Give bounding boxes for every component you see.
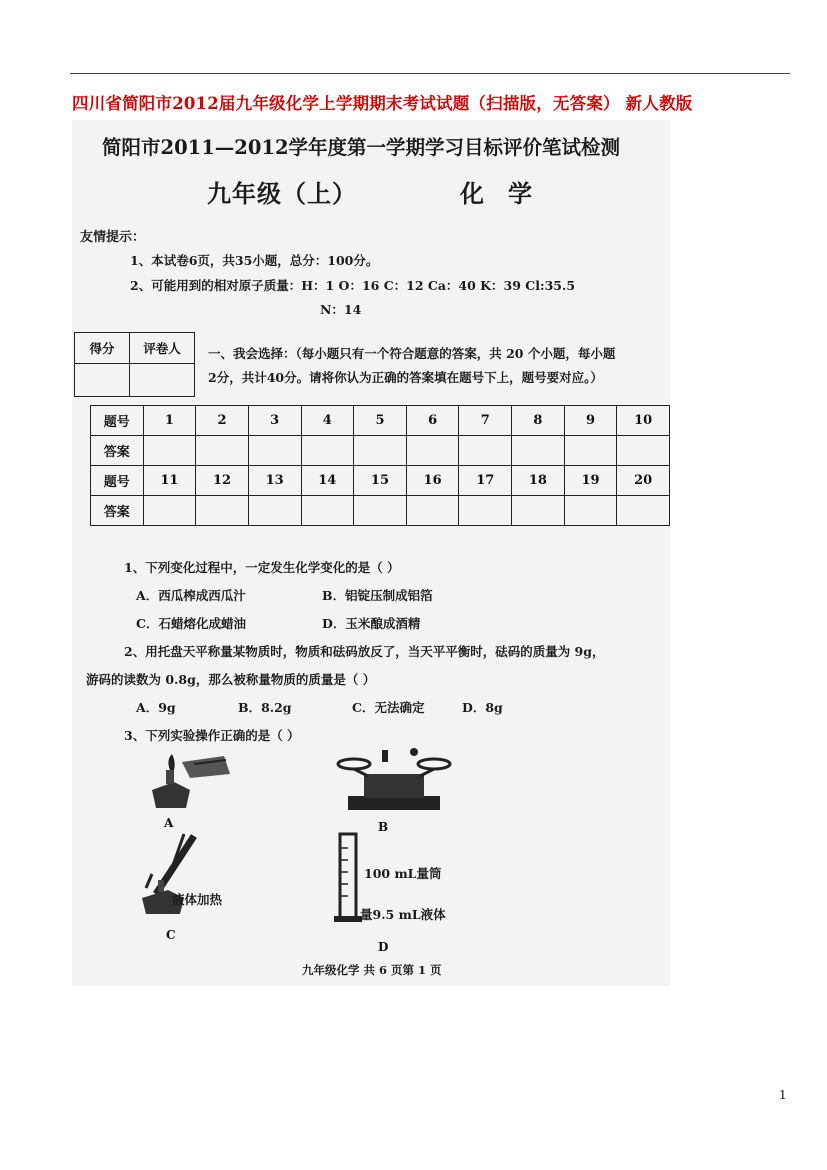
grid-ans-label: 答案: [91, 436, 144, 466]
question-2-option-a: A．9g: [136, 700, 176, 715]
section1-instruction-line1: 一、我会选择：（每小题只有一个符合题意的答案，共 20 个小题，每小题: [208, 346, 616, 361]
answer-cell[interactable]: [564, 436, 617, 466]
grid-number: 13: [248, 466, 301, 496]
question-1-option-a: A．西瓜榨成西瓜汁: [136, 588, 246, 603]
exam-grade: 九年级（上）: [207, 179, 357, 208]
grid-number: 18: [512, 466, 565, 496]
question-2-option-d: D．8g: [462, 700, 503, 715]
grader-cell: [130, 364, 195, 397]
question-1: 1、下列变化过程中，一定发生化学变化的是（ ）: [124, 560, 400, 575]
grid-number: 11: [143, 466, 196, 496]
answer-cell[interactable]: [406, 436, 459, 466]
question-2: 2、用托盘天平称量某物质时，物质和砝码放反了，当天平平衡时，砝码的质量为 9g，: [124, 644, 605, 659]
grid-num-label: 题号: [91, 406, 144, 436]
figure-c-caption: 液体加热: [172, 892, 223, 907]
question-1-option-d: D．玉米酿成酒精: [322, 616, 421, 631]
grid-number: 12: [196, 466, 249, 496]
answer-cell[interactable]: [196, 436, 249, 466]
exam-subject: 化学: [460, 179, 556, 208]
score-label: 得分: [75, 333, 130, 364]
grid-number: 20: [617, 466, 670, 496]
question-1-option-c: C．石蜡熔化成蜡油: [136, 616, 246, 631]
alcohol-lamp-figure-a: [146, 748, 236, 818]
grid-num-label: 题号: [91, 466, 144, 496]
question-3: 3、下列实验操作正确的是（ ）: [124, 728, 300, 743]
exam-title: 简阳市2011—2012学年度第一学期学习目标评价笔试检测: [102, 136, 621, 159]
answer-cell[interactable]: [459, 496, 512, 526]
grid-number: 19: [564, 466, 617, 496]
answer-cell[interactable]: [406, 496, 459, 526]
answer-cell[interactable]: [512, 436, 565, 466]
balance-figure-b: [334, 744, 454, 816]
grader-label: 评卷人: [130, 333, 195, 364]
scan-page-footer: 九年级化学 共 6 页第 1 页: [302, 963, 442, 977]
grid-number: 1: [143, 406, 196, 436]
tips-title: 友情提示：: [80, 230, 146, 245]
grid-answer-row-1: [91, 436, 670, 466]
grid-number: 9: [564, 406, 617, 436]
answer-cell[interactable]: [143, 436, 196, 466]
answer-grid: [90, 405, 670, 526]
question-2-option-b: B．8.2g: [238, 700, 292, 715]
header-rule: [70, 73, 790, 74]
grid-ans-label: 答案: [91, 496, 144, 526]
document-header-title: 四川省简阳市2012届九年级化学上学期期末考试试题（扫描版，无答案） 新人教版: [72, 94, 693, 113]
question-2-continued: 游码的读数为 0.8g，那么被称量物质的质量是（ ）: [86, 672, 376, 687]
grid-number: 17: [459, 466, 512, 496]
scanned-exam-page: [72, 120, 670, 986]
grid-number: 8: [512, 406, 565, 436]
answer-cell[interactable]: [459, 436, 512, 466]
figure-b-label: B: [378, 820, 389, 834]
grid-number: 3: [248, 406, 301, 436]
answer-cell[interactable]: [617, 496, 670, 526]
grid-number: 15: [354, 466, 407, 496]
answer-cell[interactable]: [354, 496, 407, 526]
grid-number: 2: [196, 406, 249, 436]
question-1-option-b: B．铝锭压制成铝箔: [322, 588, 433, 603]
figure-c-label: C: [166, 928, 176, 942]
answer-cell[interactable]: [196, 496, 249, 526]
heating-figure-c: [132, 828, 242, 928]
tip-2: 2、可能用到的相对原子质量：H：1 O：16 C：12 Ca：40 K：39 Cl:35.5: [130, 278, 576, 293]
figure-d-caption-1: 100 mL量筒: [364, 866, 442, 881]
figure-a-label: A: [164, 816, 174, 830]
grid-number: 14: [301, 466, 354, 496]
answer-cell[interactable]: [248, 496, 301, 526]
grid-number: 7: [459, 406, 512, 436]
grid-number: 10: [617, 406, 670, 436]
tip-2-continued: N：14: [320, 302, 362, 317]
figure-d-label: D: [378, 940, 389, 954]
question-2-option-c: C．无法确定: [352, 700, 425, 715]
figure-d-caption-2: 量9.5 mL液体: [360, 907, 446, 922]
answer-cell[interactable]: [564, 496, 617, 526]
grid-number-row-1: [91, 406, 670, 436]
grid-number-row-2: [91, 466, 670, 496]
grid-number: 6: [406, 406, 459, 436]
grid-number: 16: [406, 466, 459, 496]
answer-cell[interactable]: [301, 496, 354, 526]
score-cell: [75, 364, 130, 397]
grid-answer-row-2: [91, 496, 670, 526]
section1-instruction-line2: 2分，共计40分。请将你认为正确的答案填在题号下上，题号要对应。）: [208, 370, 603, 385]
answer-cell[interactable]: [512, 496, 565, 526]
answer-cell[interactable]: [354, 436, 407, 466]
answer-cell[interactable]: [617, 436, 670, 466]
tip-1: 1、本试卷6页，共35小题，总分：100分。: [130, 253, 379, 268]
answer-cell[interactable]: [143, 496, 196, 526]
grid-number: 5: [354, 406, 407, 436]
answer-cell[interactable]: [248, 436, 301, 466]
grid-number: 4: [301, 406, 354, 436]
answer-cell[interactable]: [301, 436, 354, 466]
page-number: 1: [779, 1088, 787, 1102]
score-box: [74, 332, 195, 397]
